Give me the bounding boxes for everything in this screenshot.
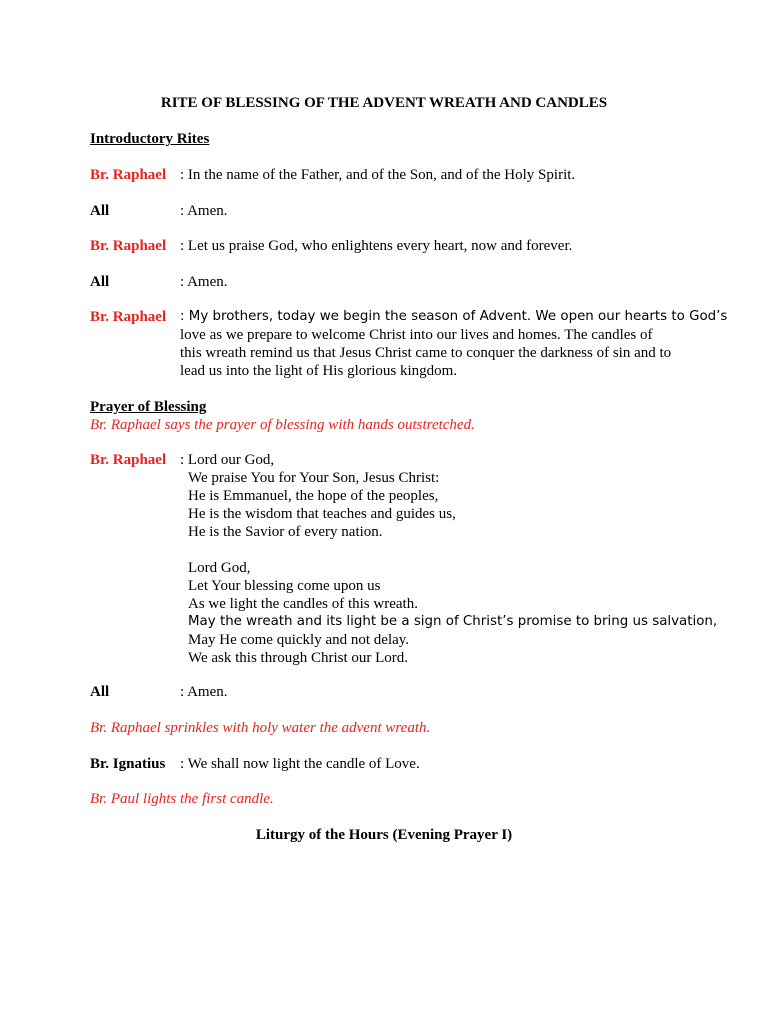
speaker-label: All — [90, 203, 110, 219]
speech-line: : In the name of the Father, and of the Son, and of the Holy Spirit. — [180, 167, 576, 183]
speech-line: : My brothers, today we begin the season of Advent. We open our hearts to God’s — [180, 309, 728, 324]
speech-line: : Amen. — [180, 203, 228, 219]
prayer-line: Let Your blessing come upon us — [188, 578, 381, 594]
prayer-line: May He come quickly and not delay. — [188, 632, 410, 648]
speech-text — [180, 237, 572, 255]
speech-text — [180, 273, 228, 291]
prayer-line: We ask this through Christ our Lord. — [188, 650, 409, 666]
prayer-line: He is the Savior of every nation. — [188, 524, 383, 540]
section-heading-liturgy-of-the-hours: Liturgy of the Hours (Evening Prayer I) — [255, 827, 513, 843]
speaker-label: All — [90, 684, 110, 700]
stanza-gap — [180, 541, 717, 559]
prayer-line: Lord God, — [188, 560, 251, 576]
rubric-instruction: Br. Raphael says the prayer of blessing with hands outstretched. — [90, 417, 475, 433]
speech-line: lead us into the light of His glorious kingdom. — [180, 363, 458, 379]
speech-text — [180, 308, 727, 380]
speech-line: this wreath remind us that Jesus Christ came to conquer the darkness of sin and to — [180, 345, 672, 361]
speech-text — [180, 166, 575, 184]
prayer-line: As we light the candles of this wreath. — [188, 596, 418, 612]
speech-line: : We shall now light the candle of Love. — [180, 756, 420, 772]
prayer-line: He is Emmanuel, the hope of the peoples, — [188, 488, 439, 504]
speaker-label: Br. Raphael — [90, 309, 167, 325]
speech-line: : Amen. — [180, 274, 228, 290]
prayer-line: May the wreath and its light be a sign of Christ’s promise to bring us salvation, — [188, 614, 718, 629]
prayer-text — [180, 451, 717, 667]
prayer-line: He is the wisdom that teaches and guides us, — [188, 506, 456, 522]
speaker-label: Br. Raphael — [90, 167, 167, 183]
speaker-label: Br. Raphael — [90, 238, 167, 254]
speech-text — [180, 683, 228, 701]
speech-line: : Amen. — [180, 684, 228, 700]
speaker-label: Br. Ignatius — [90, 756, 166, 772]
speech-text — [180, 755, 420, 773]
section-heading-introductory-rites: Introductory Rites — [90, 131, 210, 147]
speech-line: : Let us praise God, who enlightens every heart, now and forever. — [180, 238, 573, 254]
speaker-label: All — [90, 274, 110, 290]
document-title: RITE OF BLESSING OF THE ADVENT WREATH AND CANDLES — [160, 95, 608, 111]
rubric-instruction: Br. Raphael sprinkles with holy water the advent wreath. — [90, 720, 431, 736]
prayer-line: : Lord our God, — [180, 452, 275, 468]
prayer-line: We praise You for Your Son, Jesus Christ: — [188, 470, 440, 486]
rubric-instruction: Br. Paul lights the first candle. — [90, 791, 274, 807]
speech-line: love as we prepare to welcome Christ into our lives and homes. The candles of — [180, 327, 653, 343]
speech-text — [180, 202, 228, 220]
section-heading-prayer-of-blessing: Prayer of Blessing — [90, 399, 207, 415]
speaker-label: Br. Raphael — [90, 452, 167, 468]
